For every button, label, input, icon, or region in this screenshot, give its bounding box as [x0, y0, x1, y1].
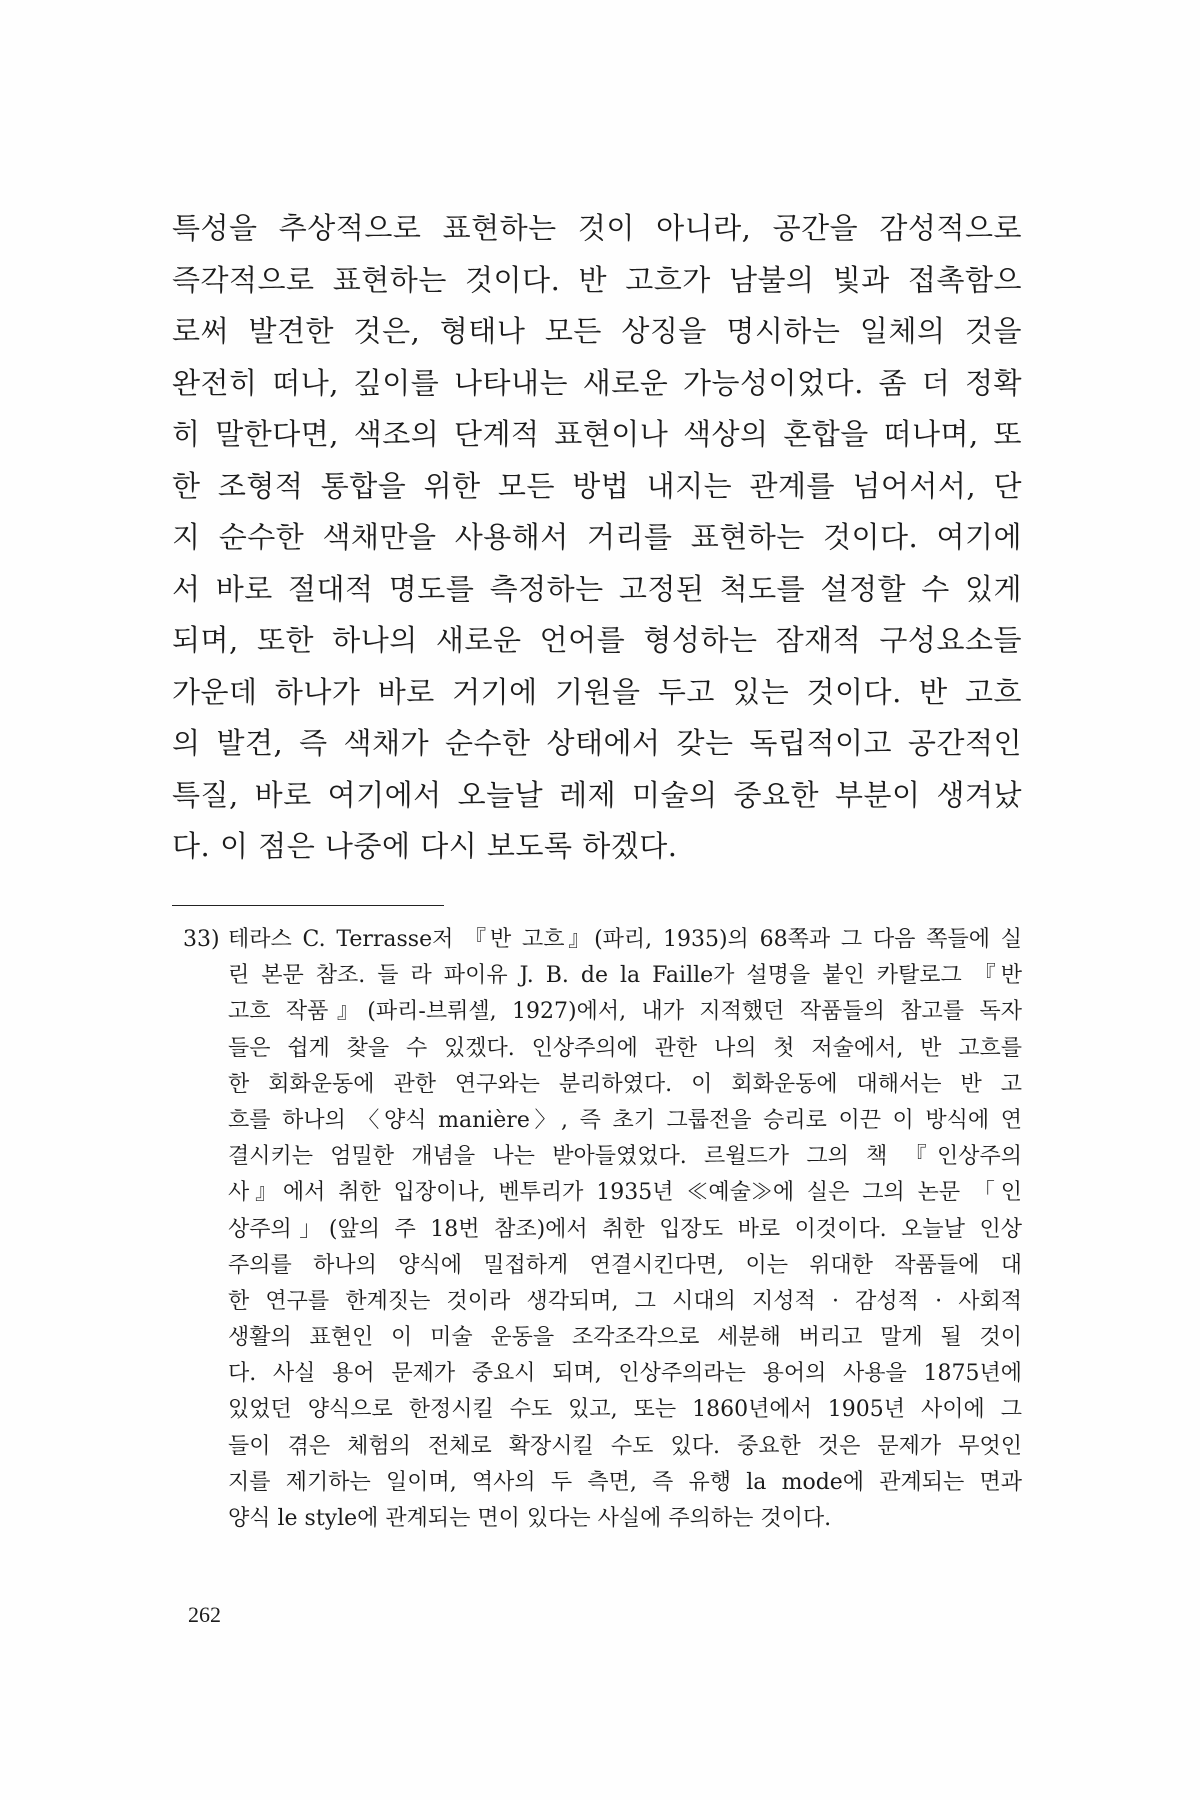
main-text-line: 완전히 떠나, 깊이를 나타내는 새로운 가능성이었다. 좀 더 정확 [172, 365, 1022, 400]
footnote-line: 한 회화운동에 관한 연구와는 분리하였다. 이 회화운동에 대해서는 반 고 [228, 1071, 1022, 1097]
main-text-line: 서 바로 절대적 명도를 측정하는 고정된 척도를 설정할 수 있게 [172, 571, 1022, 606]
footnote-line: 한 연구를 한계짓는 것이라 생각되며, 그 시대의 지성적 · 감성적 · 사회적 [228, 1288, 1022, 1314]
footnote-line: 있었던 양식으로 한정시킬 수도 있고, 또는 1860년에서 1905년 사이에 그 [228, 1397, 1022, 1423]
footnote-line: 생활의 표현인 이 미술 운동을 조각조각으로 세분해 버리고 말게 될 것이 [228, 1325, 1022, 1351]
main-text-line: 로써 발견한 것은, 형태나 모든 상징을 명시하는 일체의 것을 [172, 314, 1022, 348]
main-text-line: 다. 이 점은 나중에 다시 보도록 하겠다. [172, 829, 678, 863]
footnote-number: 33) [183, 927, 220, 952]
footnote-line [183, 922, 1022, 958]
footnote-line: 들이 겪은 체험의 전체로 확장시킬 수도 있다. 중요한 것은 문제가 무엇인 [228, 1433, 1022, 1459]
footnote-line: 흐를 하나의 〈양식 manière〉, 즉 초기 그룹전을 승리로 이끈 이 방식에 연 [228, 1107, 1022, 1133]
main-text-line: 지 순수한 색채만을 사용해서 거리를 표현하는 것이다. 여기에 [172, 520, 1022, 554]
footnote-line: 린 본문 참조. 들 라 파이유 J. B. de la Faille가 설명을 붙인 카탈로그 『반 [228, 963, 1022, 989]
main-body-text [172, 203, 1022, 873]
footnote-line: 들은 쉽게 찾을 수 있겠다. 인상주의에 관한 나의 첫 저술에서, 반 고흐를 [228, 1035, 1022, 1061]
main-text-line: 특질, 바로 여기에서 오늘날 레제 미술의 중요한 부분이 생겨났 [172, 777, 1022, 812]
footnote-text: 테라스 C. Terrasse저 『반 고흐』(파리, 1935)의 68쪽과 그 다음 쪽들에 실 [228, 927, 1022, 952]
footnote-line: 상주의」(앞의 주 18번 참조)에서 취한 입장도 바로 이것이다. 오늘날 인상 [228, 1216, 1022, 1242]
footnote-line: 다. 사실 용어 문제가 중요시 되며, 인상주의라는 용어의 사용을 1875년에 [228, 1361, 1022, 1387]
footnote-line: 사』에서 취한 입장이나, 벤투리가 1935년 ≪예술≫에 실은 그의 논문 「인 [228, 1180, 1022, 1206]
main-text-line: 히 말한다면, 색조의 단계적 표현이나 색상의 혼합을 떠나며, 또 [172, 417, 1022, 451]
footnote-33 [183, 922, 1022, 1537]
main-text-line: 의 발견, 즉 색채가 순수한 상태에서 갖는 독립적이고 공간적인 [172, 726, 1022, 760]
footnote-line: 양식 le style에 관계되는 면이 있다는 사실에 주의하는 것이다. [228, 1506, 832, 1531]
main-text-line: 즉각적으로 표현하는 것이다. 반 고흐가 남불의 빛과 접촉함으 [172, 262, 1022, 297]
footnote-line: 고흐 작품』(파리-브뤼셀, 1927)에서, 내가 지적했던 작품들의 참고를 독자 [228, 999, 1022, 1025]
main-text-line: 되며, 또한 하나의 새로운 언어를 형성하는 잠재적 구성요소들 [172, 623, 1022, 657]
main-text-line: 특성을 추상적으로 표현하는 것이 아니라, 공간을 감성적으로 [172, 211, 1022, 245]
main-text-line: 한 조형적 통합을 위한 모든 방법 내지는 관계를 넘어서서, 단 [172, 468, 1022, 503]
footnote-line: 결시키는 엄밀한 개념을 나는 받아들였었다. 르윌드가 그의 책 『인상주의 [228, 1144, 1022, 1170]
footnote-line: 지를 제기하는 일이며, 역사의 두 측면, 즉 유행 la mode에 관계되는 면과 [228, 1469, 1022, 1495]
footnote-line: 주의를 하나의 양식에 밀접하게 연결시킨다면, 이는 위대한 작품들에 대 [228, 1252, 1022, 1278]
page-number: 262 [188, 1602, 221, 1627]
main-text-line: 가운데 하나가 바로 거기에 기원을 두고 있는 것이다. 반 고흐 [172, 674, 1022, 709]
footnote-divider [172, 905, 444, 906]
